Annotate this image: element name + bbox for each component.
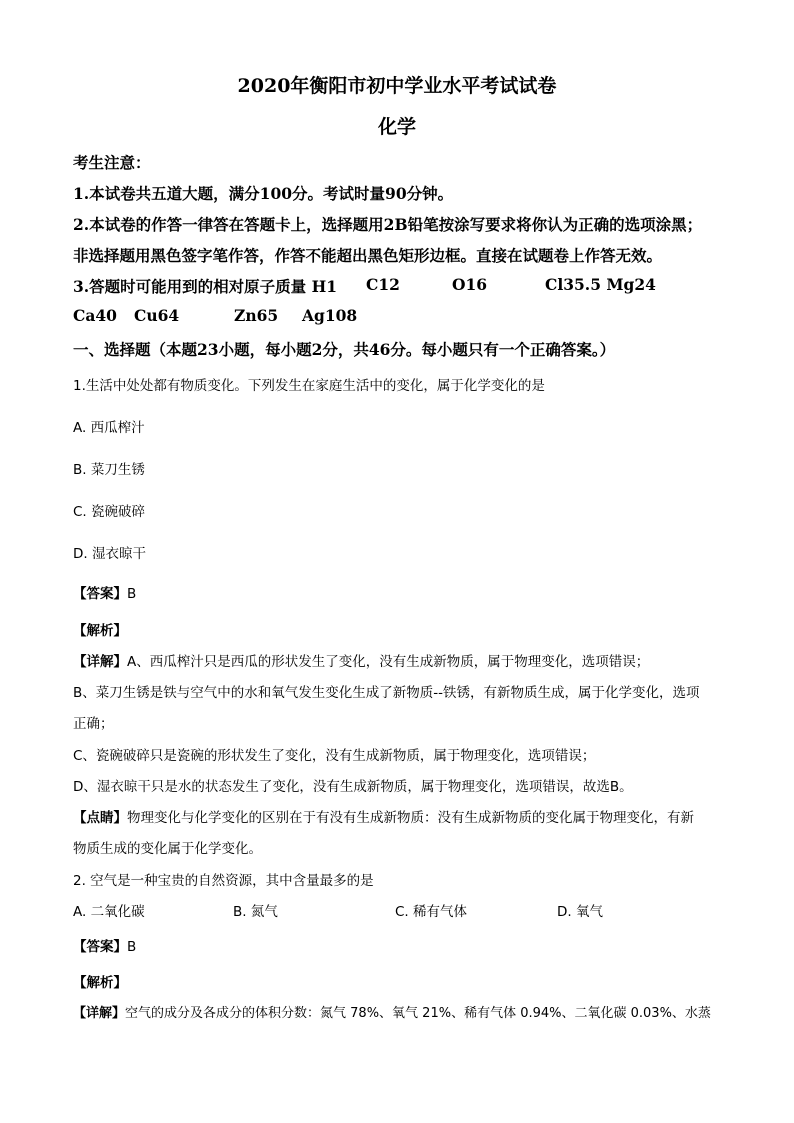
q2-option-c: C. 稀有气体 [395, 904, 468, 920]
mass-cu: Cu64 [134, 306, 180, 325]
q1-detail-line-3: 正确； [73, 716, 114, 732]
analysis-tag: 【解析】 [73, 623, 127, 639]
q1-detail-line-5: D、湿衣晾干只是水的状态发生了变化，没有生成新物质，属于物理变化，选项错误，故选B。 [73, 779, 633, 795]
mass-ag: Ag108 [302, 306, 358, 325]
q2-analysis-heading [73, 971, 127, 991]
q1-option-b: B. 菜刀生锈 [73, 462, 145, 478]
mass-ca: Ca40 [73, 306, 117, 325]
q1-option-d: D. 湿衣晾干 [73, 546, 146, 562]
detail-text: A、西瓜榨汁只是西瓜的形状发生了变化，没有生成新物质，属于物理变化，选项错误； [127, 654, 650, 670]
section-1-heading: 一、选择题（本题23小题，每小题2分，共46分。每小题只有一个正确答案。） [73, 340, 616, 359]
notice-heading: 考生注意： [73, 153, 151, 172]
detail-tag: 【详解】 [73, 654, 127, 670]
answer-value: B [127, 939, 137, 955]
notice-item-2a: 2.本试卷的作答一律答在答题卡上，选择题用2B铅笔按涂写要求将你认为正确的选项涂黑； [73, 215, 703, 234]
q1-analysis-heading [73, 619, 127, 639]
answer-value: B [127, 586, 137, 602]
q1-detail-line-4: C、瓷碗破碎只是瓷碗的形状发生了变化，没有生成新物质，属于物理变化，选项错误； [73, 748, 596, 764]
subject-title: 化学 [377, 116, 416, 138]
detail-tag: 【详解】 [73, 1006, 126, 1021]
q2-option-a: A. 二氧化碳 [73, 904, 145, 920]
notice-item-3-label: 3.答题时可能用到的相对原子质量 H1 [73, 277, 338, 296]
mass-c: C12 [366, 275, 400, 294]
mass-zn: Zn65 [234, 306, 279, 325]
notice-item-3 [73, 275, 337, 297]
q1-option-a: A. 西瓜榨汁 [73, 420, 145, 436]
q2-option-b: B. 氮气 [233, 904, 278, 920]
notice-item-1: 1.本试卷共五道大题，满分100分。考试时量90分钟。 [73, 184, 454, 203]
analysis-tag: 【解析】 [73, 975, 127, 991]
q2-detail-line-1 [73, 1002, 711, 1021]
detail-text: 空气的成分及各成分的体积分数：氮气 78%、氧气 21%、稀有气体 0.94%、二氧化碳 0.03%、水蒸 [125, 1006, 711, 1021]
mass-o: O16 [452, 275, 488, 294]
exam-title: 2020年衡阳市初中学业水平考试试卷 [237, 75, 557, 97]
q1-option-c: C. 瓷碗破碎 [73, 504, 146, 520]
q1-detail-line-2: B、菜刀生锈是铁与空气中的水和氧气发生变化生成了新物质--铁锈，有新物质生成，属于化学变化，选项 [73, 685, 700, 701]
q2-answer [73, 935, 136, 955]
question-1-stem: 1.生活中处处都有物质变化。下列发生在家庭生活中的变化，属于化学变化的是 [73, 378, 545, 394]
q1-point-line-2: 物质生成的变化属于化学变化。 [73, 841, 262, 857]
notice-item-2b: 非选择题用黑色签字笔作答，作答不能超出黑色矩形边框。直接在试题卷上作答无效。 [73, 246, 663, 265]
point-tag: 【点睛】 [73, 810, 127, 826]
answer-tag: 【答案】 [73, 586, 127, 602]
q1-detail-line-1 [73, 650, 649, 670]
q2-option-d: D. 氧气 [557, 904, 603, 920]
q1-point-line-1 [73, 806, 694, 826]
point-text: 物理变化与化学变化的区别在于有没有生成新物质：没有生成新物质的变化属于物理变化，有新 [127, 810, 694, 826]
answer-tag: 【答案】 [73, 939, 127, 955]
mass-cl-mg: Cl35.5 Mg24 [545, 275, 656, 294]
question-2-stem: 2. 空气是一种宝贵的自然资源，其中含量最多的是 [73, 873, 374, 889]
q1-answer [73, 582, 136, 602]
